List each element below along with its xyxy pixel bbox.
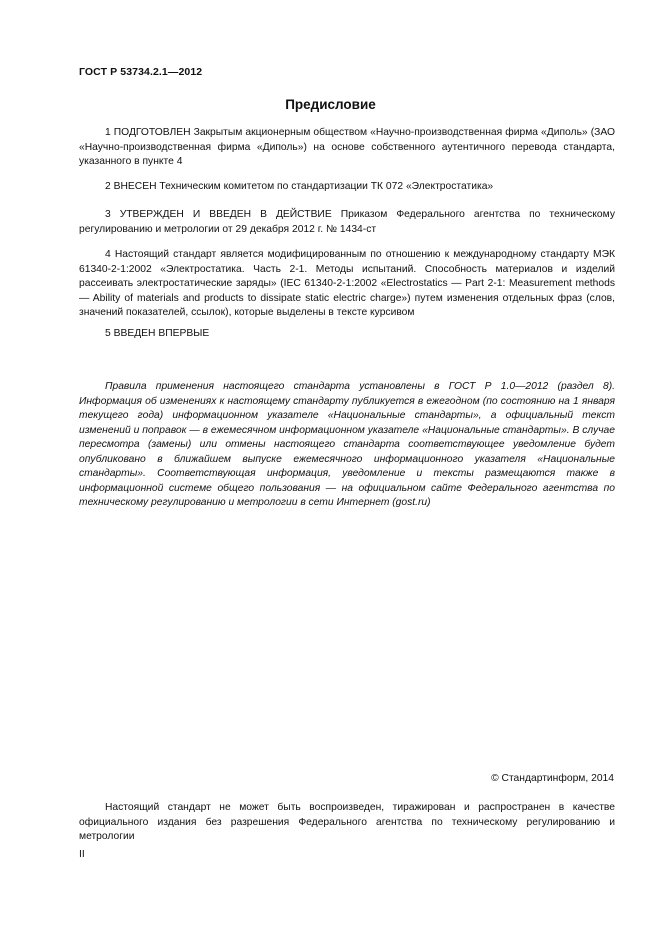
reproduction-notice: Настоящий стандарт не может быть воспроизведен, тиражирован и распространен в качестве официального издания без разрешения Федерального агентства по техническому регулированию и метрологии (79, 802, 615, 842)
copyright-line: © Стандартинформ, 2014 (491, 773, 614, 784)
page-number: II (79, 849, 85, 860)
foreword-item-3: 3 УТВЕРЖДЕН И ВВЕДЕН В ДЕЙСТВИЕ Приказом Федерального агентства по техническому регулированию и метрологии от 29 декабря 2012 г. № 1434-ст (79, 209, 615, 235)
foreword-item-5: 5 ВВЕДЕН ВПЕРВЫЕ (105, 328, 210, 339)
page-title: Предисловие (285, 97, 376, 112)
foreword-item-2: 2 ВНЕСЕН Техническим комитетом по стандартизации ТК 072 «Электростатика» (105, 181, 494, 192)
foreword-item-1: 1 ПОДГОТОВЛЕН Закрытым акционерным обществом «Научно-производственная фирма «Диполь» (ЗАО «Научно-производственная фирма «Диполь») на основе собственного аутентичного перевода стандарта, указанного в пункте 4 (79, 127, 615, 167)
foreword-item-4: 4 Настоящий стандарт является модифицированным по отношению к международному стандарту МЭК 61340-2-1:2002 «Электростатика. Часть 2-1. Методы испытаний. Способность материалов и изделий рассеивать электростатические заряды» (IEC 61340-2-1:2002 «Electrostatics — Part 2-1: Measurement methods — Ability of materials and products to dissipate static electric charge») путем изменения отдельных фраз (слов, значений показателей, ссылок), которые выделены в тексте курсивом (79, 249, 615, 318)
standard-code: ГОСТ Р 53734.2.1—2012 (79, 66, 203, 78)
application-rules-notice: Правила применения настоящего стандарта установлены в ГОСТ Р 1.0—2012 (раздел 8). Информация об изменениях к настоящему стандарту публикуется в ежегодном (по состоянию на 1 января текущего года) информационном указателе «Национальные стандарты», а официальный текст изменений и поправок — в ежемесячном информационном указателе «Национальные стандарты». В случае пересмотра (замены) или отмены настоящего стандарта соответствующее уведомление будет опубликовано в ближайшем выпуске ежемесячного информационного указателя «Национальные стандарты». Соответствующая информация, уведомление и тексты размещаются также в информационной системе общего пользования — на официальном сайте Федерального агентства по техническому регулированию и метрологии в сети Интернет (gost.ru) (79, 381, 615, 508)
